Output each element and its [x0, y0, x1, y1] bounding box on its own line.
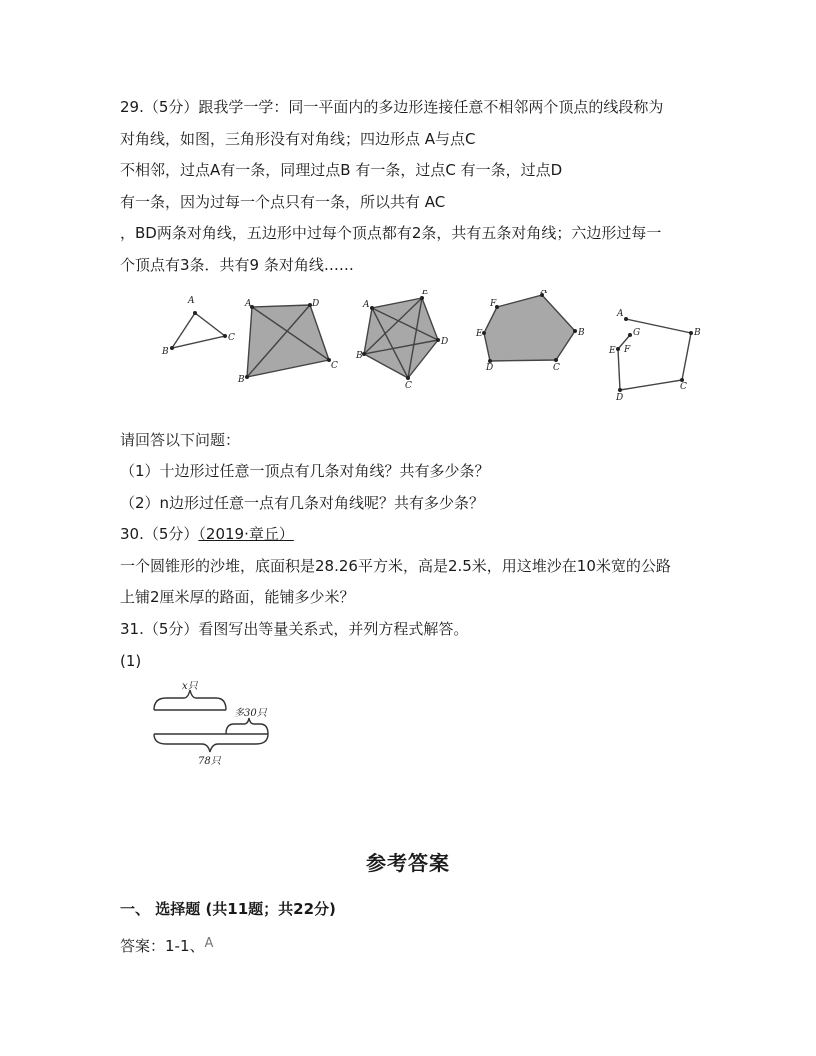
answer-choice: A [204, 936, 214, 951]
pent-label-a: A [363, 300, 370, 310]
q31-sub: (1) [120, 652, 142, 670]
hex-label-b: B [578, 328, 585, 338]
triangle-shape [172, 313, 225, 348]
tri-label-c: C [228, 333, 235, 343]
open-label-a: A [617, 309, 624, 319]
quad-label-a: A [245, 299, 252, 309]
quadrilateral-shape [247, 305, 329, 377]
line-segment-diagram [150, 678, 290, 777]
q31-line-1: 31.（5分）看图写出等量关系式，并列方程式解答。 [120, 620, 469, 638]
pent-label-d: D [441, 337, 449, 347]
pent-label-c: C [405, 381, 412, 391]
open-label-e: E [609, 346, 616, 356]
hex-label-c: C [553, 363, 560, 373]
open-label-c: C [680, 382, 687, 392]
polygon-figures [150, 290, 710, 409]
q30-line-2: 上铺2厘米厚的路面，能铺多少米？ [120, 588, 355, 606]
q30-line-1: 一个圆锥形的沙堆，底面积是28.26平方米，高是2.5米，用这堆沙在10米宽的公路 [120, 557, 671, 575]
q30-heading [120, 524, 294, 544]
q29-line-3: 不相邻，过点A有一条，同理过点B 有一条，过点C 有一条，过点D [120, 161, 563, 179]
quad-label-b: B [238, 375, 245, 385]
open-label-g: G [633, 328, 641, 338]
pent-label-e: E [422, 290, 429, 297]
hex-label-f: F [490, 299, 497, 309]
q29-ask: 请回答以下问题： [120, 431, 241, 449]
hexagon-shape [484, 295, 575, 361]
answers-section-heading: 一、 选择题 (共11题；共22分) [120, 900, 336, 918]
hex-label-d: D [486, 363, 494, 373]
quad-label-d: D [312, 299, 320, 309]
answer-prefix: 答案：1-1、 [120, 937, 205, 955]
q29-sub1: （1）十边形过任意一顶点有几条对角线？共有多少条？ [120, 462, 490, 480]
q29-line-1: 29.（5分）跟我学一学：同一平面内的多边形连接任意不相邻两个顶点的线段称为 [120, 98, 664, 116]
diagram-label-total: 78只 [198, 756, 221, 767]
answers-title: 参考答案 [366, 851, 450, 875]
diagram-label-x: x只 [182, 681, 198, 692]
hex-label-a: A [541, 290, 548, 296]
q30-number: 30.（5分） [120, 525, 199, 543]
pent-label-b: B [356, 351, 363, 361]
q29-line-4: 有一条，因为过每一个点只有一条，所以共有 AC [120, 193, 446, 211]
diagram-label-more: 多30只 [234, 708, 267, 719]
q29-line-5: ，BD两条对角线，五边形中过每个顶点都有2条，共有五条对角线；六边形过每一 [120, 224, 662, 242]
q29-sub2: （2）n边形过任意一点有几条对角线呢？共有多少条？ [120, 494, 485, 512]
hex-label-e: E [476, 329, 483, 339]
tri-label-b: B [162, 347, 169, 357]
tri-label-a: A [188, 296, 195, 306]
open-label-d: D [616, 393, 624, 403]
answer-1-1 [120, 935, 213, 956]
open-label-f: F [624, 345, 631, 355]
q30-source: （2019·章丘） [198, 525, 294, 543]
quad-label-c: C [331, 361, 338, 371]
q29-line-6: 个顶点有3条．共有9 条对角线…… [120, 256, 354, 274]
open-label-b: B [694, 328, 701, 338]
q29-line-2: 对角线，如图，三角形没有对角线；四边形点 A与点C [120, 130, 476, 148]
